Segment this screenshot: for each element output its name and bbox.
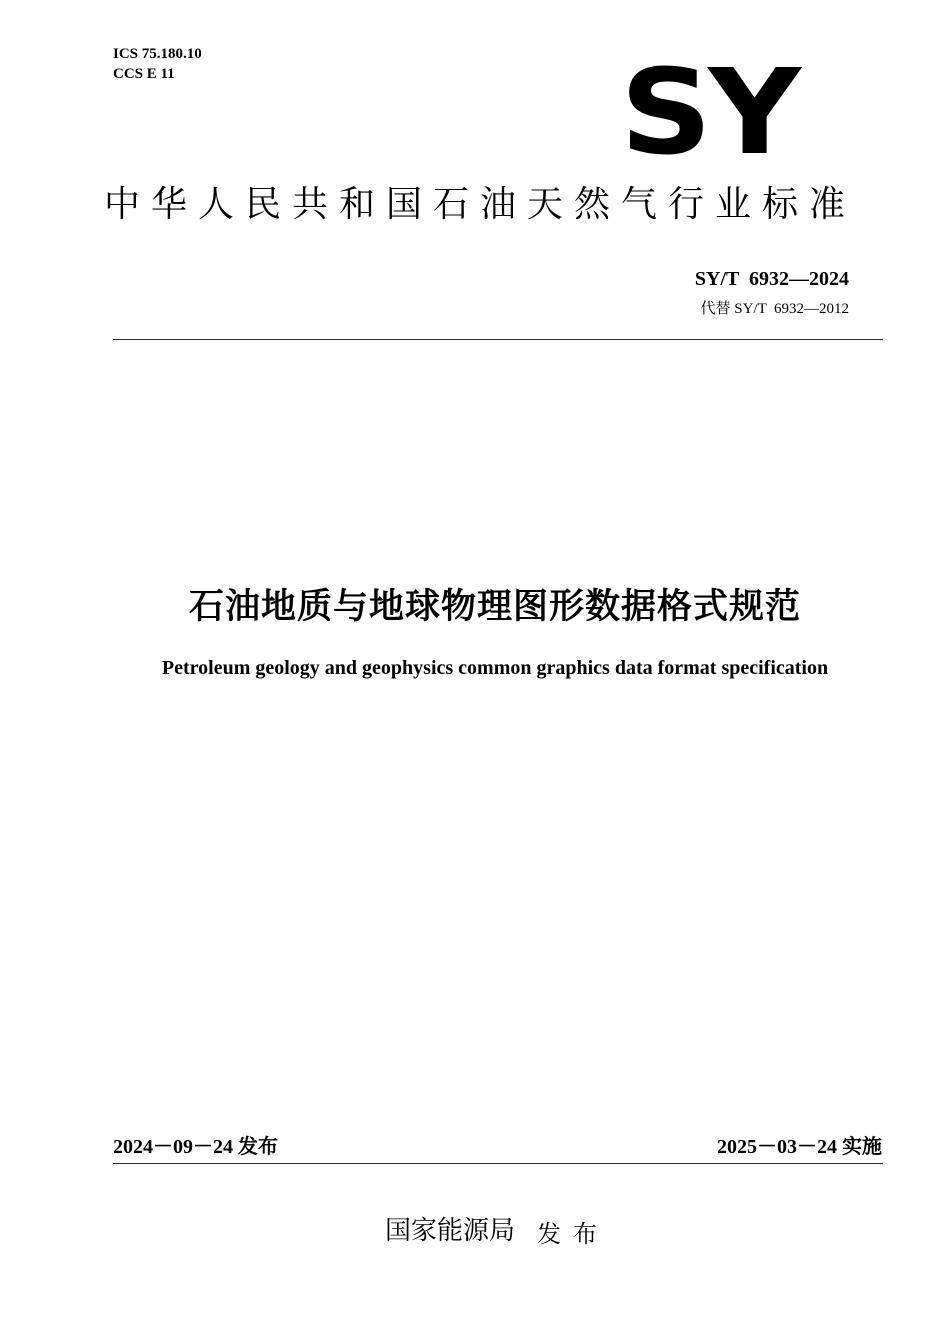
issue-verb: 发布 bbox=[537, 1220, 610, 1248]
top-divider bbox=[113, 339, 883, 340]
issuing-authority bbox=[385, 1214, 609, 1248]
replaces-standard: 代替 SY/T 6932—2012 bbox=[700, 301, 849, 317]
implementation-date: 2025－03－24 实施 bbox=[717, 1136, 882, 1158]
issuer-name: 国家能源局 bbox=[385, 1216, 516, 1246]
ccs-code: CCS E 11 bbox=[113, 66, 175, 82]
document-title-chinese: 石油地质与地球物理图形数据格式规范 bbox=[188, 587, 801, 627]
sy-logo: SY bbox=[620, 44, 797, 182]
classification-codes bbox=[113, 44, 202, 84]
ics-code: ICS 75.180.10 bbox=[113, 46, 202, 62]
document-title-english: Petroleum geology and geophysics common graphics data format specification bbox=[161, 657, 829, 679]
standard-number: SY/T 6932—2024 bbox=[694, 268, 849, 290]
publish-date: 2024－09－24 发布 bbox=[113, 1136, 278, 1158]
bottom-divider bbox=[113, 1163, 883, 1164]
standard-category: 中华人民共和国石油天然气行业标准 bbox=[104, 184, 857, 225]
